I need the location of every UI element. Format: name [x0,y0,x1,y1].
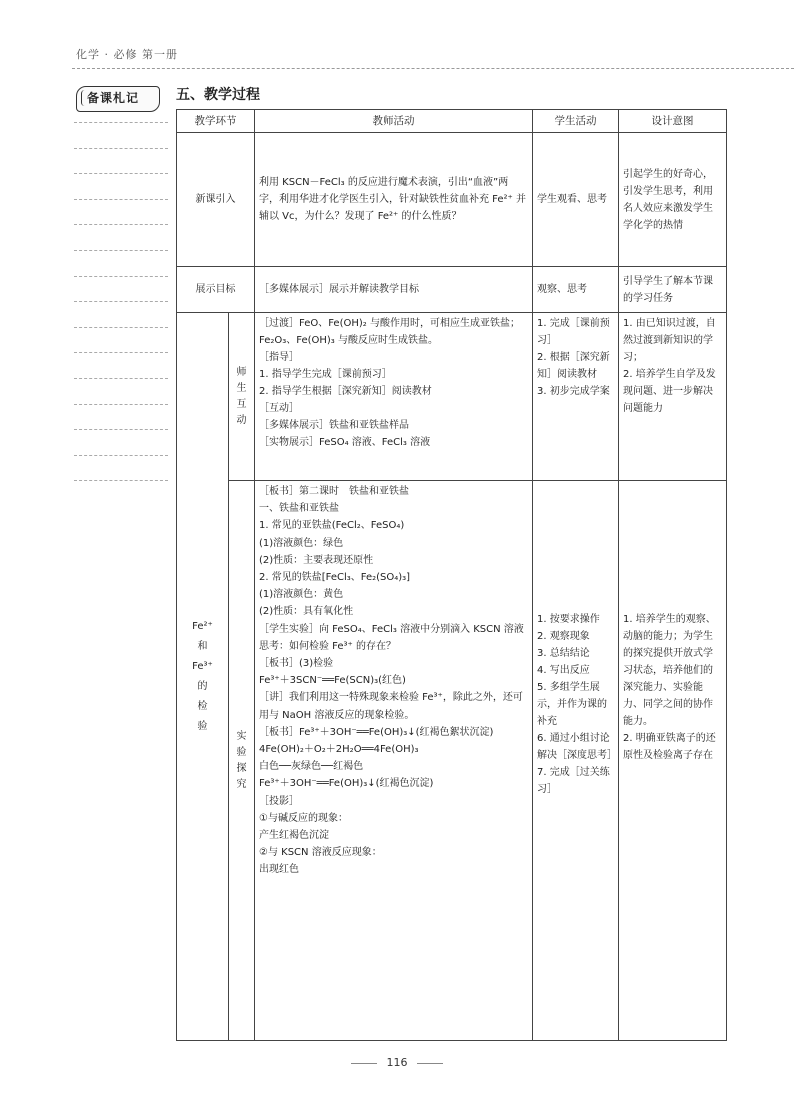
note-line [74,429,168,430]
intent-line: 2. 明确亚铁离子的还原性及检验离子存在 [623,733,716,761]
teacher-line: ［过渡］FeO、Fe(OH)₂ 与酸作用时，可相应生成亚铁盐；Fe₂O₃、Fe(OH)₃ 与酸反应时生成铁盐。 [259,318,520,346]
stage-goals: 展示目标 [177,267,255,313]
note-line [74,199,168,200]
stage-main-char: 的 [197,680,208,692]
stage-main [177,313,229,1041]
student-intro: 学生观看、思考 [533,133,619,267]
intent-experiment [619,481,727,1041]
student-line: 1. 按要求操作 [537,614,600,625]
header-teacher: 教师活动 [255,110,533,133]
note-line [74,404,168,405]
student-line: 6. 通过小组讨论解决［深度思考］ [537,733,617,761]
student-line: 3. 初步完成学案 [537,386,610,397]
header-rule [72,68,794,69]
student-line: 3. 总结结论 [537,648,590,659]
stage-main-char: 检 [197,700,208,712]
teacher-line: ［学生实验］向 FeSO₄、FeCl₃ 溶液中分别滴入 KSCN 溶液 [259,623,524,635]
intent-line: 2. 培养学生自学及发现问题、进一步解决问题能力 [623,369,716,414]
teacher-line: (1)溶液颜色：黄色 [259,589,344,601]
running-header: 化学 · 必修 第一册 [76,48,178,61]
header-intent: 设计意图 [619,110,727,133]
teacher-line: ［互动］ [259,403,299,414]
table-row-experiment [177,481,727,1041]
teacher-line: ②与 KSCN 溶液反应现象： [259,847,382,859]
student-experiment [533,481,619,1041]
stage-main-char: Fe³⁺ [192,660,213,672]
teacher-line: 1. 常见的亚铁盐(FeCl₂、FeSO₄) [259,520,405,532]
teacher-line: ［实物展示］FeSO₄ 溶液、FeCl₃ 溶液 [259,437,431,448]
sub-experiment: 实验探究 [229,481,255,1041]
teacher-line: 出现红色 [259,864,299,876]
stage-main-char: 验 [197,720,208,732]
table-row-goals [177,267,727,313]
teacher-line: 一、铁盐和亚铁盐 [259,503,339,515]
intent-interaction [619,313,727,481]
teacher-intro: 利用 KSCN－FeCl₃ 的反应进行魔术表演，引出“血液”两字，利用华进才化学医生引入，针对缺铁性贫血补充 Fe²⁺ 并辅以 Vc，为什么？发现了 Fe²⁺ 的什么性质？ [255,133,533,267]
note-line [74,455,168,456]
note-lines [74,122,168,506]
table-row-interaction [177,313,727,481]
student-line: 5. 多组学生展示，并作为课的补充 [537,682,607,727]
teacher-line: 2. 指导学生根据［深究新知］阅读教材 [259,386,432,397]
section-title: 五、教学过程 [176,87,260,103]
intent-goals: 引导学生了解本节课的学习任务 [619,267,727,313]
teacher-line: 1. 指导学生完成［课前预习］ [259,369,392,380]
note-line [74,378,168,379]
scroll-icon [81,90,88,106]
teacher-interaction [255,313,533,481]
note-line [74,480,168,481]
note-line [74,276,168,277]
teacher-line: (1)溶液颜色：绿色 [259,537,344,549]
intent-line: 1. 由已知识过渡，自然过渡到新知识的学习； [623,318,716,363]
table-row-intro [177,133,727,267]
teacher-line: ［板书］(3)检验 [259,658,334,670]
teacher-line: ［多媒体展示］铁盐和亚铁盐样品 [259,420,409,431]
note-line [74,148,168,149]
logo-text: 备课札记 [87,91,140,105]
stage-main-char: 和 [197,640,208,652]
teacher-line: Fe³⁺＋3OH⁻══Fe(OH)₃↓(红褐色沉淀) [259,778,434,790]
teacher-line: ［板书］Fe³⁺＋3OH⁻══Fe(OH)₃↓(红褐色絮状沉淀) [259,726,494,738]
teacher-line: 思考：如何检验 Fe³⁺ 的存在？ [259,640,397,652]
lesson-notes-logo [76,86,160,112]
teacher-line: (2)性质：主要表现还原性 [259,554,374,566]
student-line: 1. 完成［课前预习］ [537,318,610,346]
page-number-text: 116 [386,1056,408,1069]
student-goals: 观察、思考 [533,267,619,313]
intent-line: 1. 培养学生的观察、动脑的能力；为学生的探究提供开放式学习状态，培养他们的深究能力、实验能力、同学之间的协作能力。 [623,614,716,727]
teacher-line: ［讲］我们利用这一特殊现象来检验 Fe³⁺，除此之外，还可用与 NaOH 溶液反应的现象检验。 [259,692,523,721]
teacher-line: 产生红褐色沉淀 [259,830,329,842]
page-number [0,1056,794,1069]
teacher-goals: ［多媒体展示］展示并解读教学目标 [255,267,533,313]
stage-intro: 新课引入 [177,133,255,267]
stage-main-char: Fe²⁺ [192,620,213,632]
teacher-line: ［投影］ [259,795,299,807]
teacher-line: 2. 常见的铁盐[FeCl₃、Fe₂(SO₄)₃] [259,572,411,584]
page-number-dash [417,1063,443,1064]
note-line [74,352,168,353]
teacher-line: ［板书］第二课时 铁盐和亚铁盐 [259,486,409,497]
sub-interaction: 师生互动 [229,313,255,481]
header-stage: 教学环节 [177,110,255,133]
note-line [74,250,168,251]
student-line: 4. 写出反应 [537,665,590,676]
page-number-dash [351,1063,377,1064]
note-line [74,224,168,225]
note-line [74,173,168,174]
table-header-row [177,110,727,133]
teacher-line: 白色──灰绿色──红褐色 [259,761,364,773]
student-line: 2. 根据［深究新知］阅读教材 [537,352,610,380]
note-line [74,301,168,302]
teacher-line: (2)性质：具有氧化性 [259,606,354,618]
teacher-experiment [255,481,533,1041]
teacher-line: Fe³⁺＋3SCN⁻══Fe(SCN)₃(红色) [259,675,406,687]
teacher-line: ［指导］ [259,352,299,363]
teacher-line: 4Fe(OH)₂＋O₂＋2H₂O══4Fe(OH)₃ [259,744,419,756]
note-line [74,122,168,123]
student-line: 7. 完成［过关练习］ [537,767,610,795]
teacher-line: ①与碱反应的现象： [259,812,348,824]
teaching-process-table [176,109,727,1041]
note-line [74,327,168,328]
student-line: 2. 观察现象 [537,631,590,642]
header-student: 学生活动 [533,110,619,133]
student-interaction [533,313,619,481]
intent-intro: 引起学生的好奇心，引发学生思考，利用名人效应来激发学生学化学的热情 [619,133,727,267]
